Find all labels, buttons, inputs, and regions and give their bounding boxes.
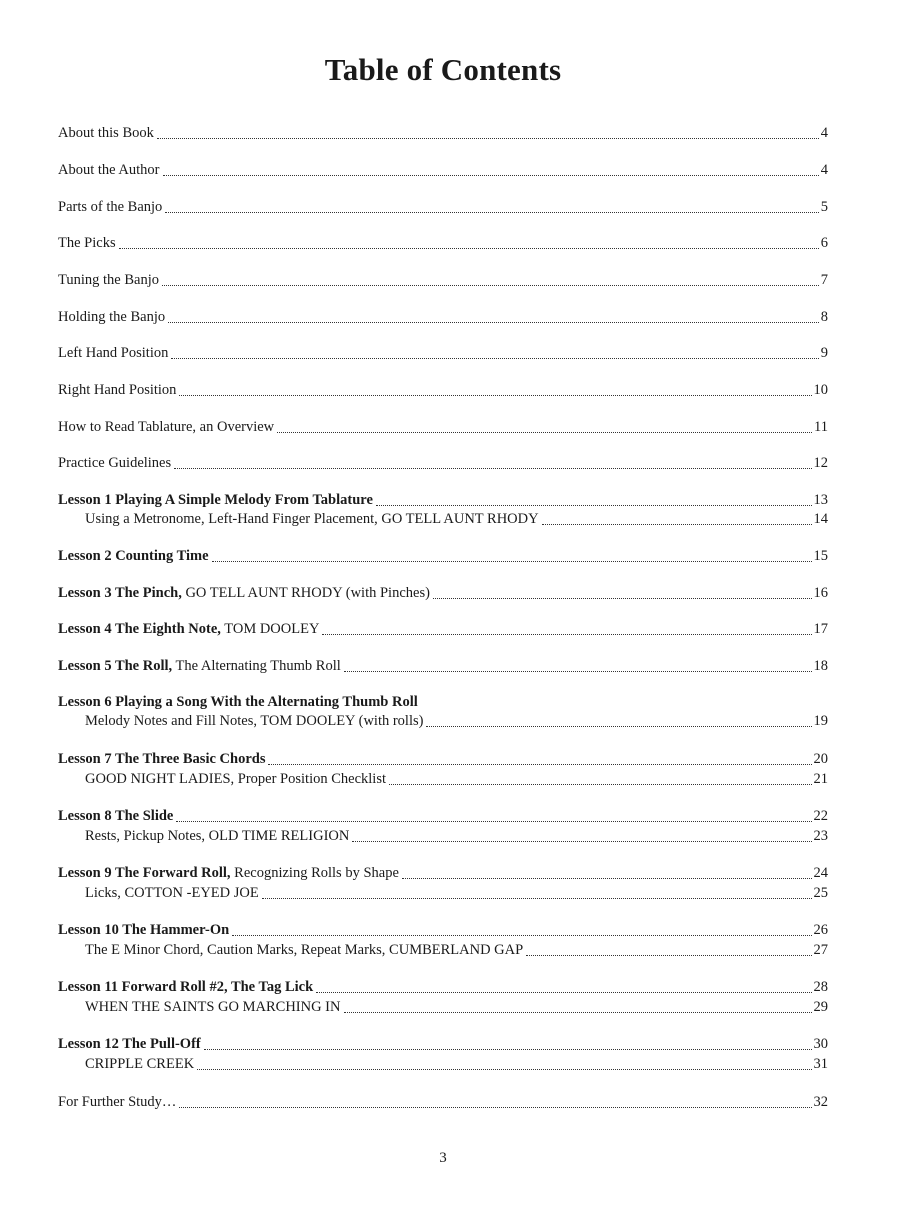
toc-entry — [58, 921, 828, 940]
toc-entry — [58, 491, 828, 510]
dot-leader — [433, 597, 812, 599]
entry-text: Right Hand Position — [58, 382, 177, 398]
entry-page: 7 — [820, 272, 828, 288]
page-number: 3 — [439, 1150, 447, 1166]
entry-text: About this Book — [58, 125, 154, 141]
toc-entry — [58, 620, 828, 639]
toc-subentry — [85, 712, 828, 731]
entry-text: GO TELL AUNT RHODY (with Pinches) — [181, 585, 430, 601]
dot-leader — [542, 523, 812, 525]
entry-bold-text: Lesson 4 The Eighth Note, — [58, 621, 221, 637]
toc-entry — [58, 807, 828, 826]
entry-page: 17 — [813, 621, 828, 637]
entry-text: The Picks — [58, 235, 116, 251]
dot-leader — [174, 467, 811, 469]
entry-text: Parts of the Banjo — [58, 199, 163, 215]
entry-bold-text: Lesson 1 Playing A Simple Melody From Tablature — [58, 492, 373, 508]
toc-entry — [58, 271, 828, 290]
entry-text: Using a Metronome, Left-Hand Finger Placement, GO TELL AUNT RHODY — [85, 511, 539, 527]
entry-page: 22 — [813, 808, 828, 824]
entry-page: 26 — [813, 922, 828, 938]
entry-page: 9 — [820, 345, 828, 361]
toc-entry — [58, 547, 828, 566]
dot-leader — [162, 284, 819, 286]
dot-leader — [402, 877, 812, 879]
toc-entry — [58, 418, 828, 437]
toc-subentry — [85, 941, 828, 960]
dot-leader — [389, 783, 812, 785]
entry-bold-text: Lesson 3 The Pinch, — [58, 585, 182, 601]
entry-page: 27 — [813, 942, 828, 958]
dot-leader — [204, 1048, 812, 1050]
dot-leader — [179, 1106, 811, 1108]
toc-entry — [58, 161, 828, 180]
toc-entry — [58, 864, 828, 883]
entry-text: Holding the Banjo — [58, 309, 166, 325]
dot-leader — [165, 211, 818, 213]
entry-text: About the Author — [58, 162, 160, 178]
entry-bold-text: Lesson 9 The Forward Roll, — [58, 865, 231, 881]
toc-entry — [58, 750, 828, 769]
dot-leader — [176, 820, 811, 822]
entry-page: 32 — [813, 1094, 828, 1110]
entry-text: Melody Notes and Fill Notes, TOM DOOLEY (with rolls) — [85, 713, 424, 729]
entry-text: GOOD NIGHT LADIES, Proper Position Checklist — [85, 771, 386, 787]
entry-page: 15 — [813, 548, 828, 564]
toc-entry — [58, 454, 828, 473]
entry-page: 4 — [820, 162, 828, 178]
entry-bold-text: Lesson 8 The Slide — [58, 808, 174, 824]
entry-page: 8 — [820, 309, 828, 325]
dot-leader — [232, 934, 811, 936]
entry-page: 14 — [813, 511, 828, 527]
page-title: Table of Contents — [324, 52, 562, 87]
toc-entry — [58, 124, 828, 143]
entry-text: TOM DOOLEY — [220, 621, 320, 637]
entry-page: 25 — [813, 885, 828, 901]
entry-text: Tuning the Banjo — [58, 272, 159, 288]
entry-page: 12 — [813, 455, 828, 471]
toc-entry — [58, 693, 828, 712]
dot-leader — [262, 897, 812, 899]
entry-text: For Further Study… — [58, 1094, 177, 1110]
entry-page: 19 — [813, 713, 828, 729]
entry-text: Practice Guidelines — [58, 455, 172, 471]
dot-leader — [322, 633, 811, 635]
dot-leader — [163, 174, 819, 176]
entry-page: 13 — [813, 492, 828, 508]
dot-leader — [171, 357, 818, 359]
entry-page: 23 — [813, 828, 828, 844]
toc-entry — [58, 657, 828, 676]
entry-text: Recognizing Rolls by Shape — [230, 865, 399, 881]
dot-leader — [526, 954, 811, 956]
toc-entry — [58, 198, 828, 217]
toc-entry — [58, 978, 828, 997]
dot-leader — [376, 504, 812, 506]
toc-entry — [58, 1035, 828, 1054]
dot-leader — [179, 394, 811, 396]
dot-leader — [212, 560, 812, 562]
toc-entry — [58, 308, 828, 327]
entry-page: 29 — [813, 999, 828, 1015]
toc-subentry — [85, 998, 828, 1017]
dot-leader — [344, 1011, 812, 1013]
toc-entry — [58, 344, 828, 363]
entry-page: 31 — [813, 1056, 828, 1072]
entry-page: 28 — [813, 979, 828, 995]
entry-page: 18 — [813, 658, 828, 674]
entry-page: 24 — [813, 865, 828, 881]
dot-leader — [168, 321, 819, 323]
entry-page: 5 — [820, 199, 828, 215]
entry-bold-text: Lesson 11 Forward Roll #2, The Tag Lick — [58, 979, 314, 995]
dot-leader — [316, 991, 811, 993]
dot-leader — [119, 247, 819, 249]
entry-text: Rests, Pickup Notes, OLD TIME RELIGION — [85, 828, 350, 844]
entry-bold-text: Lesson 12 The Pull-Off — [58, 1036, 201, 1052]
entry-bold-text: Lesson 6 Playing a Song With the Alternating Thumb Roll — [58, 694, 418, 710]
dot-leader — [268, 763, 811, 765]
entry-page: 11 — [814, 419, 828, 435]
dot-leader — [352, 840, 811, 842]
toc-entry — [58, 234, 828, 253]
dot-leader — [277, 431, 812, 433]
toc-subentry — [85, 770, 828, 789]
entry-text: WHEN THE SAINTS GO MARCHING IN — [85, 999, 341, 1015]
toc-subentry — [85, 827, 828, 846]
dot-leader — [157, 137, 819, 139]
dot-leader — [426, 725, 811, 727]
entry-page: 6 — [820, 235, 828, 251]
entry-bold-text: Lesson 7 The Three Basic Chords — [58, 751, 266, 767]
entry-page: 20 — [813, 751, 828, 767]
entry-bold-text: Lesson 5 The Roll, — [58, 658, 173, 674]
toc-entry — [58, 1093, 828, 1112]
entry-text: CRIPPLE CREEK — [85, 1056, 195, 1072]
toc-subentry — [85, 510, 828, 529]
entry-page: 30 — [813, 1036, 828, 1052]
entry-page: 10 — [813, 382, 828, 398]
entry-bold-text: Lesson 10 The Hammer-On — [58, 922, 230, 938]
entry-text: The Alternating Thumb Roll — [172, 658, 341, 674]
entry-text: Licks, COTTON -EYED JOE — [85, 885, 259, 901]
toc-entry — [58, 381, 828, 400]
entry-text: How to Read Tablature, an Overview — [58, 419, 275, 435]
entry-text: Left Hand Position — [58, 345, 169, 361]
toc-subentry — [85, 1055, 828, 1074]
entry-page: 21 — [813, 771, 828, 787]
entry-bold-text: Lesson 2 Counting Time — [58, 548, 209, 564]
entry-page: 4 — [820, 125, 828, 141]
dot-leader — [197, 1068, 811, 1070]
entry-text: The E Minor Chord, Caution Marks, Repeat Marks, CUMBERLAND GAP — [85, 942, 524, 958]
toc-entry — [58, 584, 828, 603]
entry-page: 16 — [813, 585, 828, 601]
toc-subentry — [85, 884, 828, 903]
dot-leader — [344, 670, 812, 672]
